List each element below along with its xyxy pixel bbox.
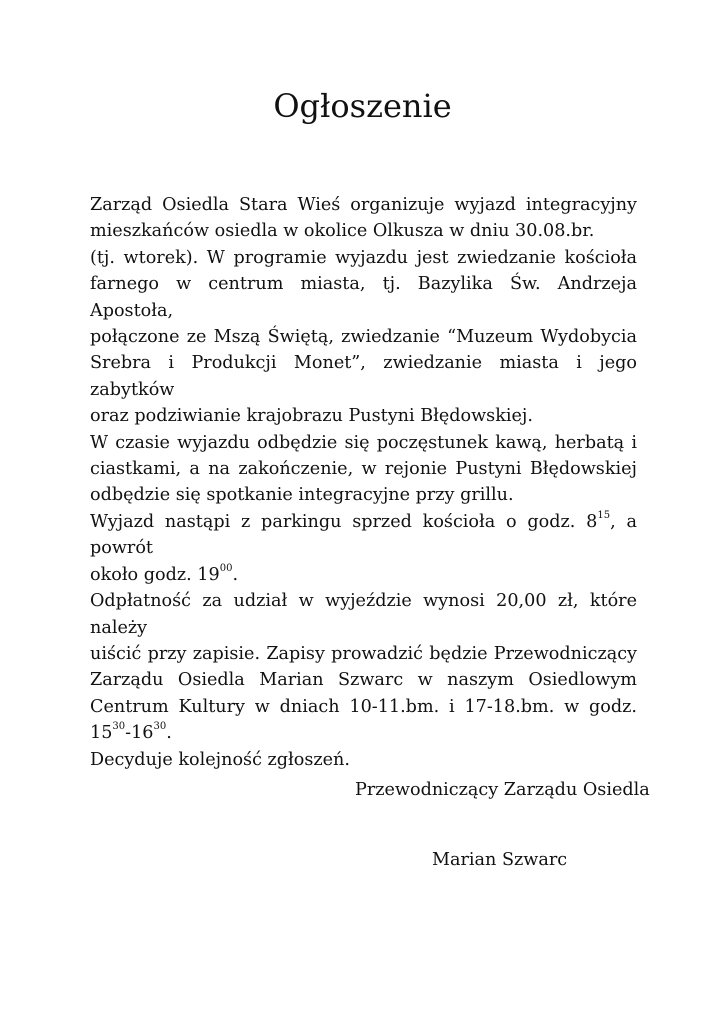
signature-title: Przewodniczący Zarządu Osiedla [355, 780, 650, 800]
body-line: odbędzie się spotkanie integracyjne przy grillu. [90, 485, 514, 506]
hours-end: . [166, 723, 172, 744]
body-line: Srebra i Produkcji Monet”, zwiedzanie miasta i jego zabytków [90, 353, 637, 400]
departure-time-superscript: 15 [597, 510, 611, 522]
body-line: ciastkami, a na zakończenie, w rejonie Pustyni Błędowskiej [90, 459, 637, 480]
announcement-body [90, 192, 637, 773]
body-line: Odpłatność za udział w wyjeździe wynosi 20,00 zł, które należy [90, 591, 637, 638]
body-line: uiścić przy zapisie. Zapisy prowadzić będzie Przewodniczący [90, 643, 637, 664]
body-line: W czasie wyjazdu odbędzie się poczęstunek kawą, herbatą i [90, 432, 637, 453]
document-title: Ogłoszenie [273, 87, 452, 125]
body-line: Zarząd Osiedla Stara Wieś organizuje wyjazd integracyjny [90, 195, 637, 215]
body-line: mieszkańców osiedla w okolice Olkusza w dniu 30.08.br. [90, 221, 595, 242]
hours-line [90, 720, 637, 746]
departure-text: Wyjazd nastąpi z parkingu sprzed kościoła o godz. 8 [90, 511, 598, 532]
body-line: oraz podziwianie krajobrazu Pustyni Błędowskiej. [90, 406, 533, 427]
body-line: Centrum Kultury w dniach 10-11.bm. i 17-18.bm. w godz. [90, 696, 637, 717]
hours-start-superscript: 30 [112, 721, 126, 733]
body-line: Decyduje kolejność zgłoszeń. [90, 749, 350, 770]
return-line [90, 562, 637, 588]
body-line: połączone ze Mszą Świętą, zwiedzanie “Muzeum Wydobycia [90, 327, 637, 348]
return-text-end: . [232, 564, 239, 585]
return-text: około godz. 19 [90, 564, 220, 585]
return-time-superscript: 00 [219, 562, 233, 574]
departure-line [90, 509, 637, 562]
body-line: (tj. wtorek). W programie wyjazdu jest zwiedzanie kościoła [90, 247, 637, 268]
signature-name: Marian Szwarc [432, 850, 568, 870]
hours-start: 15 [90, 723, 113, 744]
hours-separator: -16 [125, 723, 154, 744]
hours-end-superscript: 30 [153, 721, 167, 733]
departure-text-end: , a powrót [90, 511, 637, 559]
body-line: farnego w centrum miasta, tj. Bazylika Św. Andrzeja Apostoła, [90, 274, 637, 321]
body-line: Zarządu Osiedla Marian Szwarc w naszym Osiedlowym [90, 670, 637, 691]
